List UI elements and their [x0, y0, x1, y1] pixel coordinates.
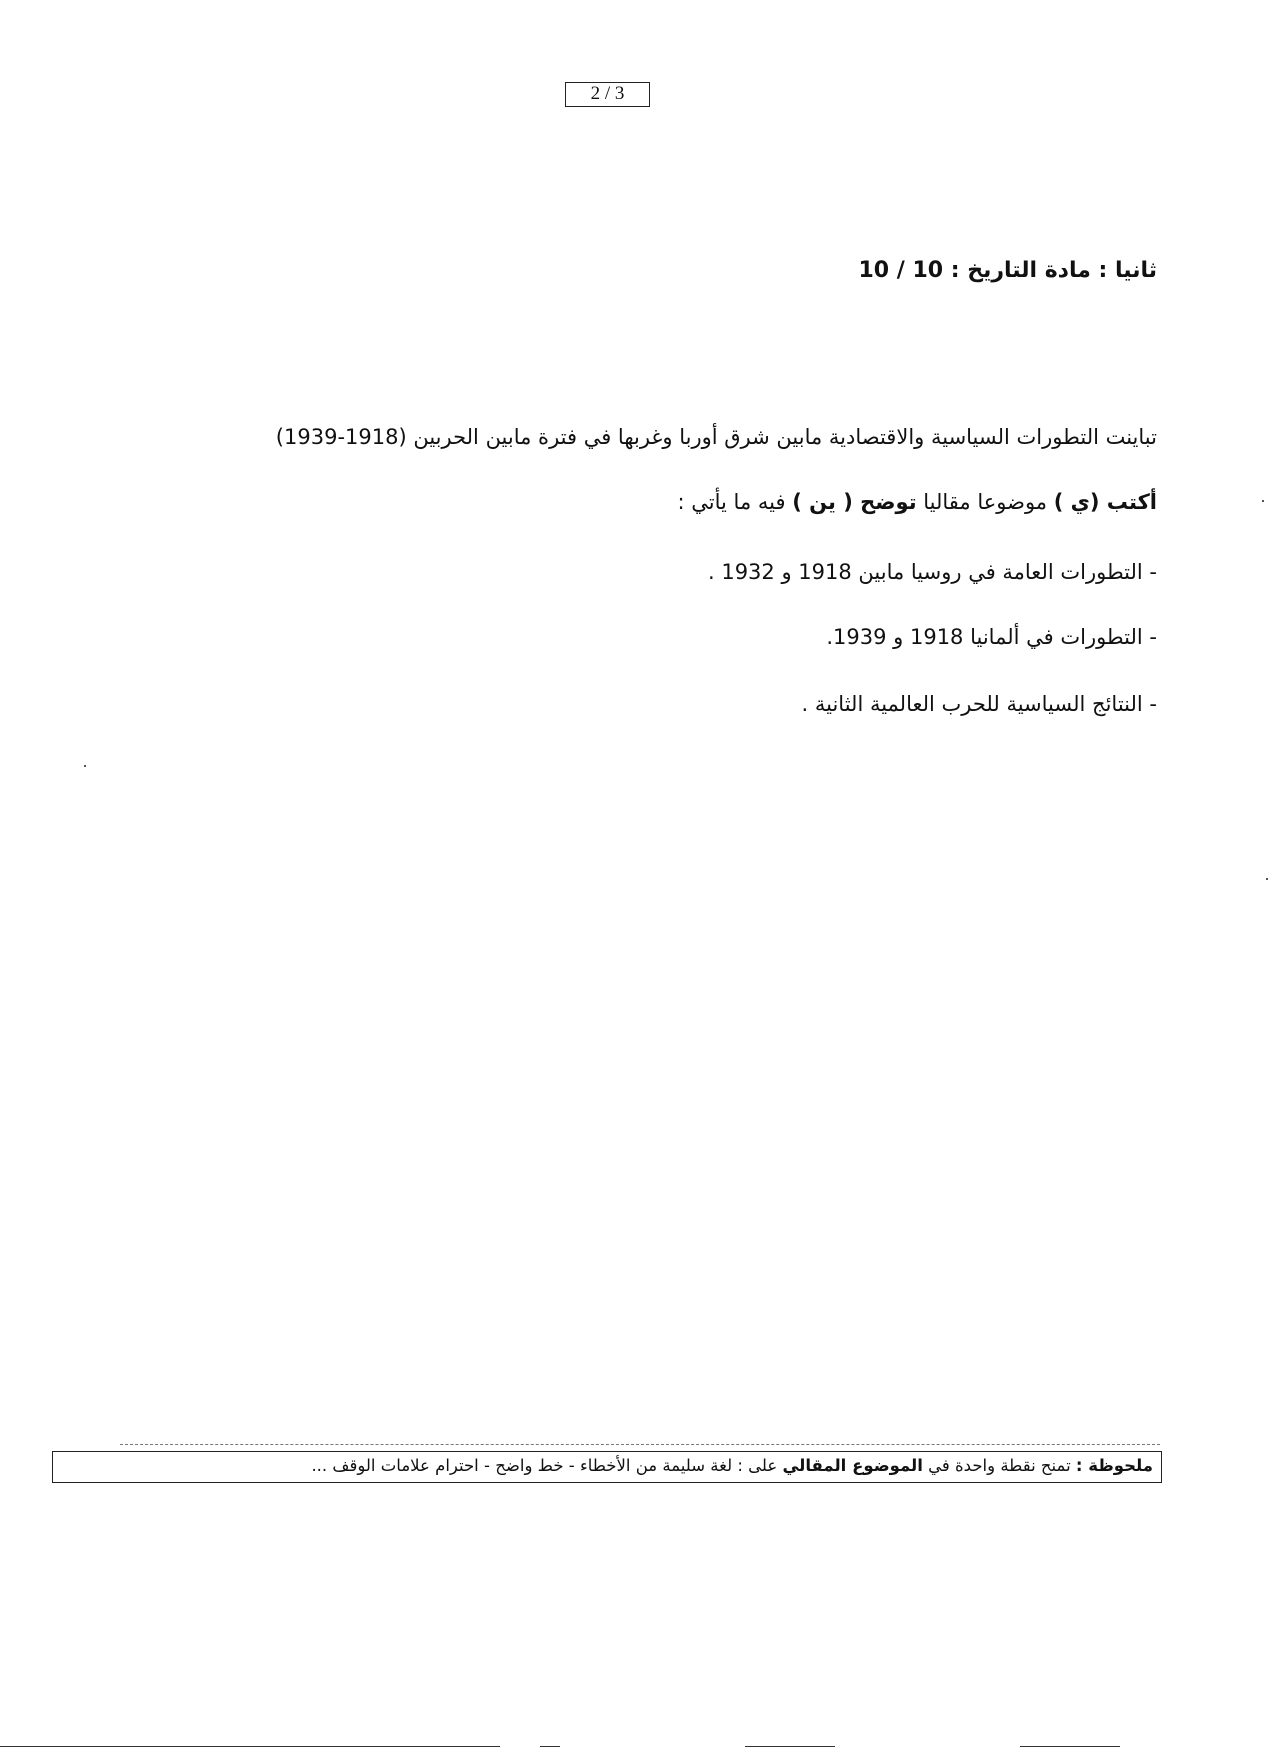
scan-speck [1266, 878, 1268, 880]
scan-speck [84, 765, 86, 767]
instruction-write: أكتب (ي ) [1053, 490, 1157, 514]
note-text-end: على : لغة سليمة من الأخطاء - خط واضح - احترام علامات الوقف ... [311, 1456, 783, 1475]
instruction-explain: توضح ( ين ) [792, 490, 917, 514]
question-intro: تباينت التطورات السياسية والاقتصادية مابين شرق أوربا وغربها في فترة مابين الحربين (1918-1939) [275, 425, 1157, 449]
bullet-germany: - التطورات في ألمانيا 1918 و 1939. [826, 625, 1157, 649]
question-instruction [678, 490, 1157, 514]
section-heading: ثانيا : مادة التاريخ : 10 / 10 [858, 258, 1157, 283]
note-text [311, 1455, 1153, 1477]
bullet-ww2-results: - النتائج السياسية للحرب العالمية الثانية . [801, 692, 1157, 716]
note-label: ملحوظة : [1075, 1456, 1153, 1475]
note-dashed-divider [120, 1444, 1160, 1445]
bottom-scan-line [0, 1746, 500, 1747]
scan-speck [1262, 500, 1264, 502]
instruction-topic: موضوعا مقاليا [916, 490, 1054, 514]
bottom-scan-line [745, 1746, 835, 1747]
page-number: 2 / 3 [565, 82, 650, 107]
note-emphasis: الموضوع المقالي [782, 1456, 923, 1475]
note-text-start: تمنح نقطة واحدة في [922, 1456, 1076, 1475]
bullet-russia: - التطورات العامة في روسيا مابين 1918 و 1932 . [707, 560, 1157, 584]
bottom-scan-line [540, 1746, 560, 1747]
note-box [52, 1451, 1162, 1483]
instruction-following: فيه ما يأتي : [677, 490, 793, 514]
bottom-scan-line [1020, 1746, 1120, 1747]
